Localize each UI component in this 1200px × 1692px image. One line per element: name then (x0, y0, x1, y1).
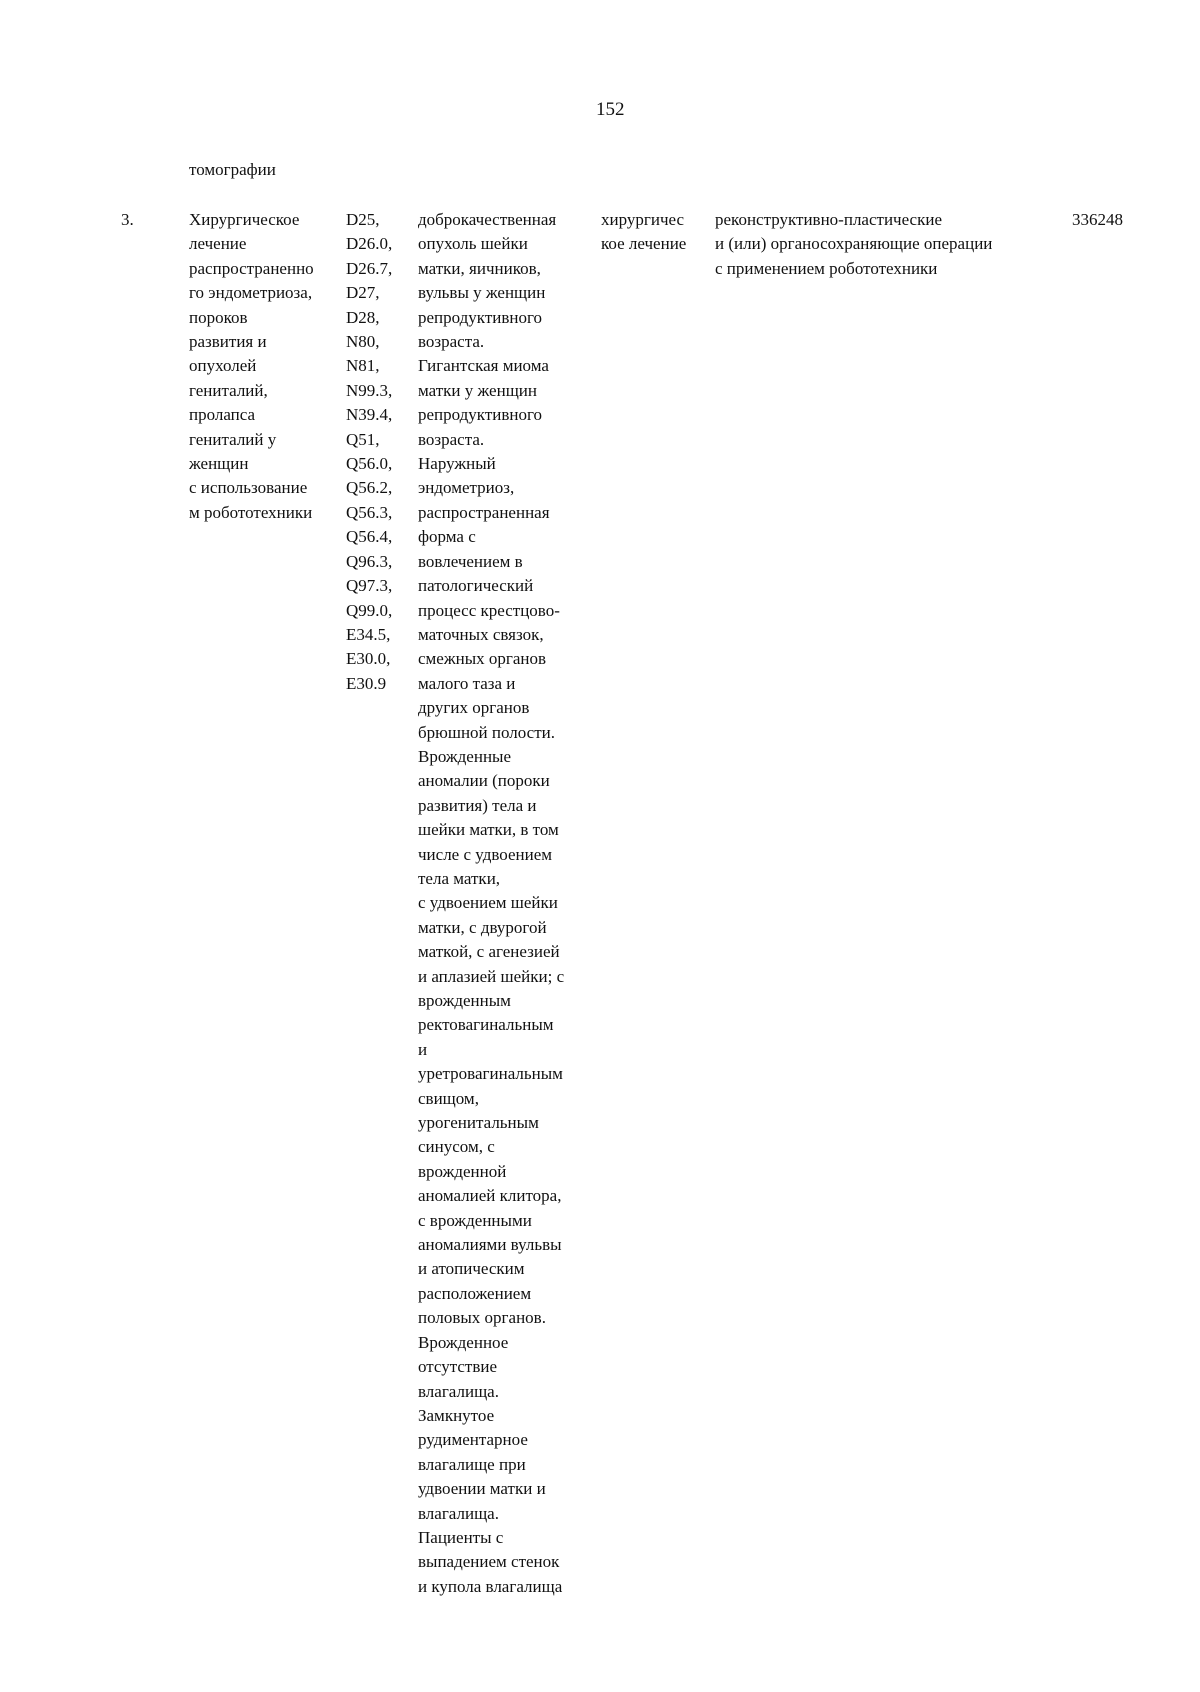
diagnosis-line: репродуктивного (418, 307, 543, 327)
diagnosis-line: возраста. (418, 429, 485, 449)
diagnosis-line: урогенитальным (418, 1113, 539, 1133)
page-number: 152 (596, 99, 625, 120)
diagnosis-line: вовлечением в (418, 551, 523, 571)
diagnosis-line: аномалией клитора, (418, 1186, 562, 1206)
icd-code: E30.0, (346, 649, 391, 669)
treatment-method (715, 208, 992, 281)
name-line: опухолей (189, 356, 257, 376)
diagnosis-line: с удвоением шейки (418, 893, 558, 913)
icd-code: N80, (346, 332, 380, 352)
diagnosis-line: малого таза и (418, 673, 516, 693)
name-line: го эндометриоза, (189, 283, 313, 303)
diagnosis-line: рудиментарное (418, 1430, 528, 1450)
diagnosis-line: Наружный (418, 454, 496, 474)
method-line: с применением робототехники (715, 258, 938, 278)
icd-code: Q97.3, (346, 576, 393, 596)
diagnosis-line: влагалища. (418, 1381, 499, 1401)
diagnosis-line: матки, яичников, (418, 258, 541, 278)
treatment-type (601, 208, 686, 257)
diagnosis-line: отсутствие (418, 1357, 498, 1377)
diagnosis-line: врожденным (418, 991, 511, 1010)
diagnosis-line: расположением (418, 1283, 532, 1303)
diagnosis-line: вульвы у женщин (418, 283, 546, 303)
icd-code: D27, (346, 283, 380, 303)
icd-code: D25, (346, 210, 380, 229)
diagnosis-line: Пациенты с (418, 1527, 504, 1547)
diagnosis-line: доброкачественная (418, 210, 557, 229)
method-line: реконструктивно-пластические (715, 210, 943, 229)
icd-codes (346, 208, 392, 696)
diagnosis-line: аномалиями вульвы (418, 1235, 562, 1255)
row-number: 3. (121, 210, 134, 229)
diagnosis-line: влагалище при (418, 1454, 526, 1474)
diagnosis-line: ректовагинальным (418, 1015, 554, 1035)
diagnosis-line: половых органов. (418, 1308, 546, 1328)
icd-code: Q56.4, (346, 527, 393, 547)
diagnosis-line: и (418, 1039, 428, 1059)
icd-code: N99.3, (346, 380, 393, 400)
diagnosis-line: репродуктивного (418, 405, 543, 425)
name-line: лечение (189, 234, 247, 254)
name-line: пролапса (189, 405, 256, 425)
name-line: Хирургическое (189, 210, 300, 229)
name-line: пороков (189, 307, 248, 327)
diagnosis-line: числе с удвоением (418, 844, 553, 864)
name-line: распространенно (189, 258, 314, 278)
icd-code: Q56.3, (346, 502, 393, 522)
icd-code: D28, (346, 307, 380, 327)
diagnosis-line: матки у женщин (418, 380, 537, 400)
diagnosis-line: процесс крестцово- (418, 600, 560, 620)
diagnosis-line: распространенная (418, 502, 550, 522)
icd-code: Q56.0, (346, 454, 393, 474)
carry-over-line: томографии (189, 160, 276, 179)
name-line: гениталий у (189, 429, 277, 449)
diagnosis-line: Гигантская миома (418, 356, 549, 376)
method-line: и (или) органосохраняющие операции (715, 234, 993, 254)
name-line: с использование (189, 478, 308, 498)
diagnosis-line: брюшной полости. (418, 722, 555, 742)
diagnosis-line: эндометриоз, (418, 478, 515, 498)
diagnosis-line: матки, с двурогой (418, 917, 547, 937)
icd-code: Q99.0, (346, 600, 393, 620)
diagnosis-line: маточных связок, (418, 624, 544, 644)
diagnosis-line: и аплазией шейки; с (418, 966, 565, 986)
diagnosis-line: врожденной (418, 1161, 507, 1181)
diagnosis-line: смежных органов (418, 649, 547, 669)
diagnosis-line: синусом, с (418, 1137, 495, 1157)
patient-model (418, 208, 564, 1599)
diagnosis-line: форма с (418, 527, 476, 547)
diagnosis-line: других органов (418, 698, 530, 718)
name-line: развития и (189, 332, 267, 352)
diagnosis-line: и атопическим (418, 1259, 525, 1279)
icd-code: N81, (346, 356, 380, 376)
diagnosis-line: с врожденными (418, 1210, 532, 1230)
diagnosis-line: аномалии (пороки (418, 771, 550, 791)
name-line: гениталий, (189, 380, 268, 400)
treatment-type-line: хирургичес (601, 210, 685, 229)
icd-code: Q96.3, (346, 551, 393, 571)
cost: 336248 (1072, 210, 1123, 229)
name-line: женщин (189, 454, 249, 474)
icd-code: D26.0, (346, 234, 393, 254)
diagnosis-line: Врожденные (418, 746, 512, 766)
diagnosis-line: уретровагинальным (418, 1064, 563, 1084)
diagnosis-line: влагалища. (418, 1503, 499, 1523)
diagnosis-line: тела матки, (418, 868, 501, 888)
treatment-group-name (189, 208, 314, 525)
diagnosis-line: и купола влагалища (418, 1576, 563, 1596)
diagnosis-line: патологический (418, 576, 534, 596)
icd-code: Q56.2, (346, 478, 393, 498)
diagnosis-line: опухоль шейки (418, 234, 528, 254)
icd-code: Q51, (346, 429, 380, 449)
diagnosis-line: свищом, (418, 1088, 479, 1108)
name-line: м робототехники (189, 502, 313, 522)
diagnosis-line: Замкнутое (418, 1405, 495, 1425)
diagnosis-line: выпадением стенок (418, 1552, 560, 1572)
diagnosis-line: возраста. (418, 332, 485, 352)
diagnosis-line: развития) тела и (418, 795, 537, 815)
treatment-type-line: кое лечение (601, 234, 687, 254)
diagnosis-line: Врожденное (418, 1332, 509, 1352)
icd-code: N39.4, (346, 405, 393, 425)
icd-code: D26.7, (346, 258, 393, 278)
icd-code: E30.9 (346, 673, 387, 693)
icd-code: E34.5, (346, 624, 391, 644)
diagnosis-line: удвоении матки и (418, 1479, 546, 1499)
diagnosis-line: шейки матки, в том (418, 820, 559, 840)
carry-over-text (189, 158, 276, 182)
diagnosis-line: маткой, с агенезией (418, 942, 560, 962)
